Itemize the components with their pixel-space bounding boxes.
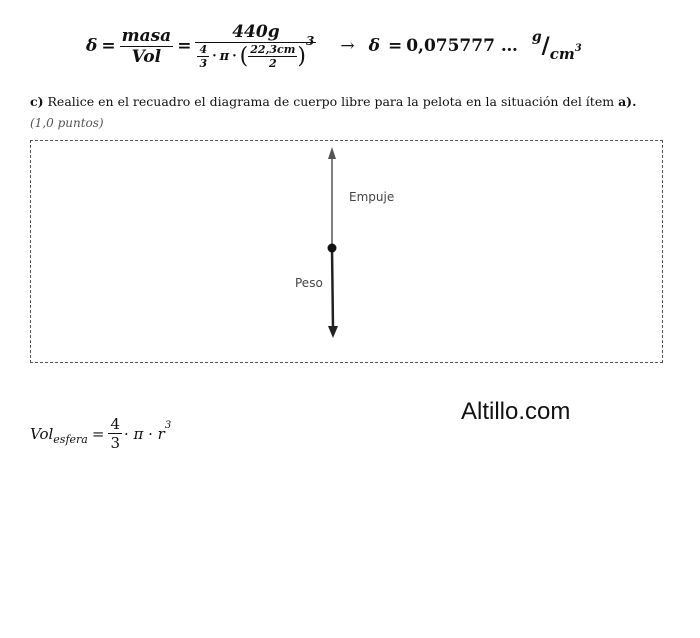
- arrow-symbol: →: [340, 36, 355, 56]
- equals-sign-4: =: [91, 424, 105, 443]
- delta-symbol: δ: [86, 36, 98, 56]
- cube-exponent: 3: [306, 33, 315, 48]
- unit-slash: /: [541, 33, 550, 59]
- equals-sign-2: =: [177, 36, 192, 56]
- delta-symbol-2: δ: [368, 36, 380, 56]
- sphere-volume-expression: [195, 33, 316, 70]
- volume-symbol: Vol: [30, 424, 54, 443]
- question-label: c): [30, 94, 44, 109]
- unit-grams: g: [531, 29, 542, 45]
- weight-arrow-head: [328, 326, 338, 338]
- ball-point: [328, 244, 337, 253]
- diameter-value: 22,3cm: [250, 43, 296, 56]
- watermark: Altillo.com: [461, 398, 571, 425]
- question-body: Realice en el recuadro el diagrama de cuerpo libre para la pelota en la situación del ítem: [47, 94, 615, 109]
- pi-symbol: π: [219, 49, 230, 64]
- dot-operator-2: ·: [232, 49, 237, 64]
- density-unit: [531, 29, 582, 63]
- four-thirds-fraction-2: [108, 415, 122, 452]
- left-paren: (: [239, 44, 249, 69]
- buoyancy-label: Empuje: [349, 190, 395, 204]
- fraction-numerator: 4: [110, 415, 120, 433]
- weight-arrow-line: [332, 248, 333, 328]
- weight-label: Peso: [295, 276, 323, 290]
- free-body-diagram-box: [30, 140, 663, 363]
- density-result: 0,075777 …: [406, 36, 518, 56]
- r-exponent: 3: [164, 420, 172, 431]
- mass-value: 440g: [195, 22, 316, 43]
- density-equation: [86, 22, 582, 70]
- radius-fraction: [248, 43, 297, 70]
- question-reference: a).: [618, 94, 637, 109]
- equals-sign: =: [101, 36, 116, 56]
- mass-over-volume-fraction: [120, 26, 174, 67]
- two-denominator: 2: [269, 57, 277, 70]
- buoyancy-arrow-head: [328, 147, 336, 159]
- fraction-denominator: 3: [110, 434, 120, 452]
- equals-sign-3: =: [387, 36, 403, 56]
- question-text: [30, 94, 636, 109]
- sphere-volume-equation: [30, 415, 171, 452]
- three-denominator: 3: [199, 57, 208, 70]
- mass-numerator: masa: [121, 25, 172, 46]
- unit-cm: cm: [549, 45, 575, 63]
- volume-denominator: Vol: [131, 46, 162, 67]
- right-paren: ): [297, 44, 306, 69]
- question-points: (1,0 puntos): [30, 116, 104, 130]
- dot-operator: ·: [212, 49, 217, 64]
- four-thirds-fraction: [197, 43, 209, 70]
- unit-cm-exponent: 3: [574, 43, 582, 54]
- free-body-diagram: [31, 141, 664, 364]
- four-numerator: 4: [199, 43, 208, 56]
- value-fraction: [195, 22, 316, 70]
- pi-r-term: · π · r: [123, 424, 165, 443]
- volume-subscript: esfera: [53, 433, 88, 446]
